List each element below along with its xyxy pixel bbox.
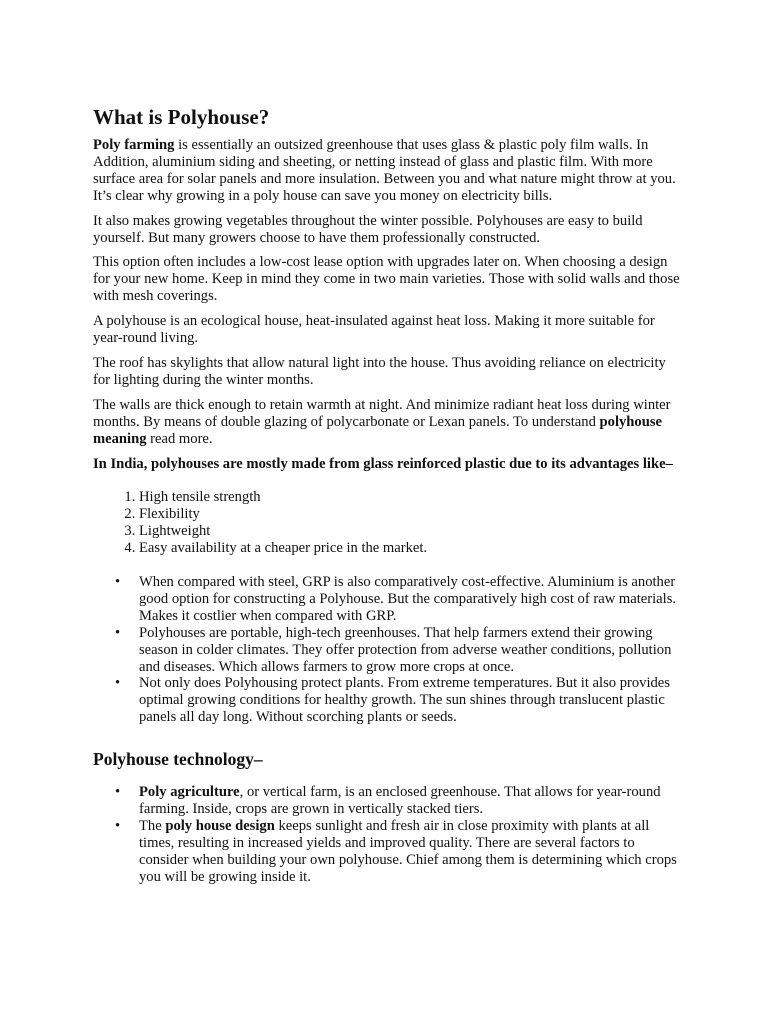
polyhouse-meaning-term: polyhouse meaning	[93, 413, 662, 447]
document-page	[93, 104, 681, 886]
list-item: • Polyhouses are portable, high-tech greenhouses. That help farmers extend their growing season in colder climates. They offer protection from adverse weather conditions, pollution and diseases. Which allows farmers to grow more crops at once.	[139, 625, 681, 676]
page-title: What is Polyhouse?	[93, 105, 270, 129]
poly-house-design-term: poly house design	[165, 818, 275, 834]
list-item: 2. Flexibility	[139, 506, 681, 523]
paragraph-skylights: The roof has skylights that allow natural light into the house. Thus avoiding reliance on electricity for lighting during the winter months.	[93, 354, 666, 388]
paragraph-ecological-house: A polyhouse is an ecological house, heat-insulated against heat loss. Making it more suitable for year-round living.	[93, 313, 655, 347]
list-item: 3. Lightweight	[139, 523, 681, 540]
paragraph-text: is essentially an outsized greenhouse that uses glass & plastic poly film walls. In Addition, aluminium siding and sheeting, or netting instead of glass and plastic film. With more surface area for solar panels and more insulation. Between you and what nature might throw at you. It’s clear why growing in a poly house can save you money on electricity bills.	[93, 137, 676, 204]
list-item-text: keeps sunlight and fresh air in close proximity with plants at all times, resulting in increased yields and improved quality. There are several factors to consider when building your own polyhouse. Chief among them is determining which crops you will be growing inside it.	[139, 818, 677, 885]
list-item-text: The	[139, 818, 166, 834]
poly-agriculture-term: Poly agriculture	[139, 784, 240, 801]
section-heading-technology: Polyhouse technology–	[93, 749, 263, 770]
bold-term: Poly farming	[93, 137, 175, 153]
list-item-text: , or vertical farm, is an enclosed greenhouse. That allows for year-round farming. Inside, crops are grown in vertically stacked tiers.	[139, 784, 661, 818]
paragraph-text: read more.	[146, 430, 213, 447]
list-item: 1. High tensile strength	[139, 489, 681, 506]
list-item: 4. Easy availability at a cheaper price in the market.	[139, 540, 681, 557]
advantages-lead	[93, 456, 681, 473]
paragraph-walls	[93, 397, 681, 448]
list-item	[139, 818, 681, 886]
list-item: • When compared with steel, GRP is also comparatively cost-effective. Aluminium is another good option for constructing a Polyhouse. But the comparatively high cost of raw materials. Makes it costlier when compared with GRP.	[139, 574, 681, 625]
benefits-bullet-list	[93, 574, 681, 726]
paragraph-winter-growing: It also makes growing vegetables throughout the winter possible. Polyhouses are easy to build yourself. But many growers choose to have them professionally constructed.	[93, 212, 643, 246]
paragraph-lease-option: This option often includes a low-cost lease option with upgrades later on. When choosing a design for your new home. Keep in mind they come in two main varieties. Those with solid walls and those with mesh coverings.	[93, 254, 680, 305]
advantages-list	[93, 489, 681, 557]
paragraph-poly-farming	[93, 137, 681, 205]
technology-bullet-list	[93, 784, 681, 885]
paragraph-text: The walls are thick enough to retain warmth at night. And minimize radiant heat loss during winter months. By means of double glazing of polycarbonate or Lexan panels. To understand	[93, 396, 671, 430]
list-item: • Not only does Polyhousing protect plants. From extreme temperatures. But it also provides optimal growing conditions for healthy growth. The sun shines through translucent plastic panels all day long. Without scorching plants or seeds.	[139, 675, 681, 726]
list-item	[139, 784, 681, 818]
advantages-lead-text: In India, polyhouses are mostly made from glass reinforced plastic due to its advantages like–	[93, 455, 673, 472]
